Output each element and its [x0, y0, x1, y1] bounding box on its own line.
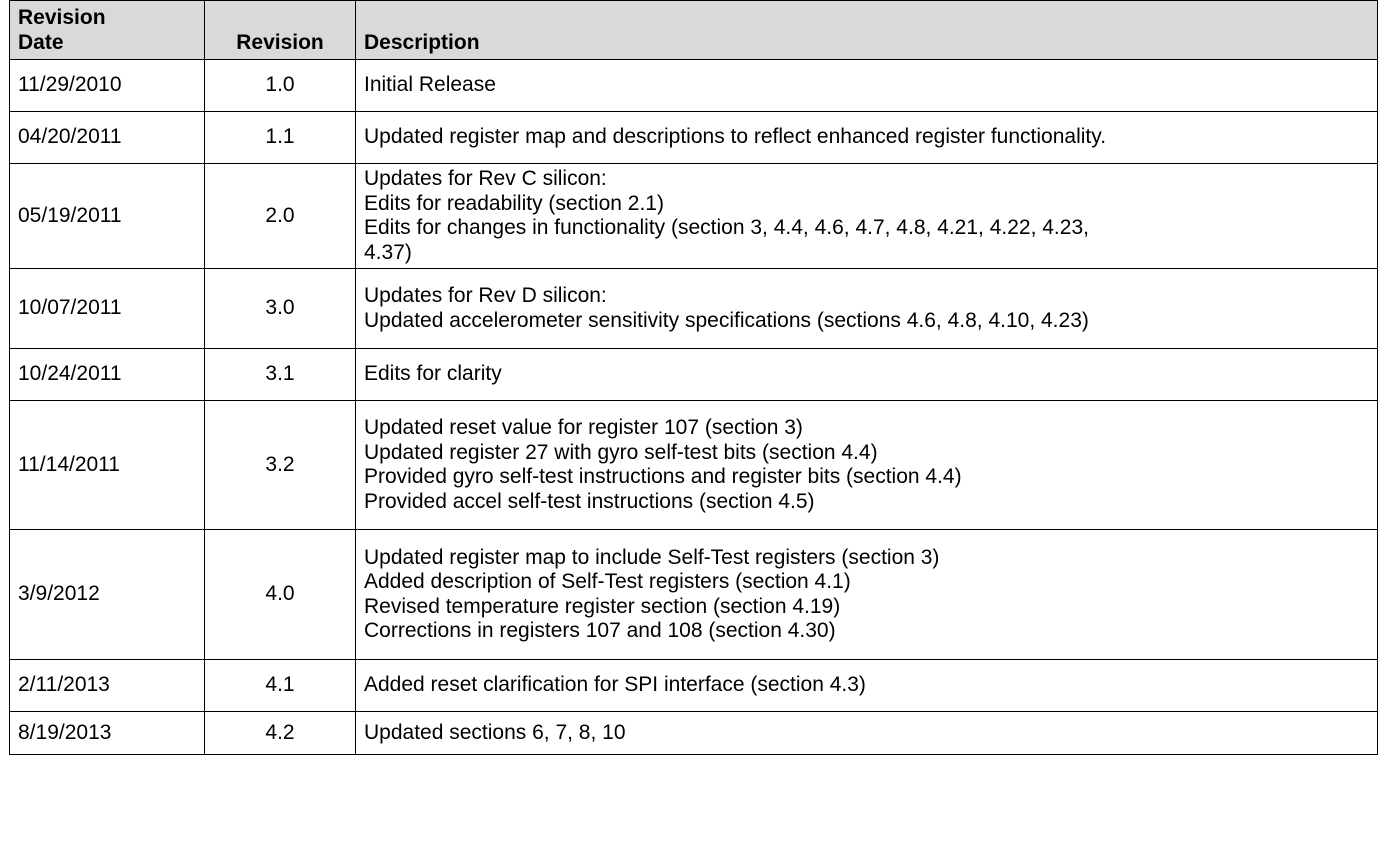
revision-date-cell: 04/20/2011 [10, 112, 205, 164]
revision-date-cell: 10/24/2011 [10, 349, 205, 401]
description-line: Initial Release [364, 73, 496, 97]
header-revision: Revision [205, 1, 356, 60]
revision-number-cell: 4.1 [205, 660, 356, 712]
description-line: Provided accel self-test instructions (section 4.5) [364, 489, 815, 513]
description-cell [356, 401, 1378, 530]
revision-date-cell: 8/19/2013 [10, 712, 205, 755]
revision-date-cell: 11/14/2011 [10, 401, 205, 530]
table-row [10, 530, 1378, 660]
table-row [10, 112, 1378, 164]
revision-date-cell: 3/9/2012 [10, 530, 205, 660]
description-cell [356, 112, 1378, 164]
revision-number-cell: 3.2 [205, 401, 356, 530]
description-line: Provided gyro self-test instructions and register bits (section 4.4) [364, 465, 962, 488]
description-cell [356, 660, 1378, 712]
table-row [10, 660, 1378, 712]
table-row [10, 401, 1378, 530]
table-row [10, 349, 1378, 401]
revision-number-cell: 1.0 [205, 60, 356, 112]
description-cell [356, 349, 1378, 401]
table-row [10, 269, 1378, 349]
description-cell [356, 60, 1378, 112]
description-line: 4.37) [364, 240, 412, 264]
description-line: Revised temperature register section (section 4.19) [364, 594, 841, 618]
description-line: Updates for Rev D silicon: [364, 284, 607, 307]
description-line: Updated accelerometer sensitivity specifications (sections 4.6, 4.8, 4.10, 4.23) [364, 308, 1089, 332]
description-line: Updated sections 6, 7, 8, 10 [364, 720, 626, 744]
description-cell [356, 712, 1378, 755]
header-date-line: Revision [18, 6, 106, 29]
description-line: Corrections in registers 107 and 108 (section 4.30) [364, 619, 836, 642]
revision-date-cell: 10/07/2011 [10, 269, 205, 349]
revision-number-cell: 4.2 [205, 712, 356, 755]
description-line: Edits for clarity [364, 362, 502, 386]
description-line: Updated register 27 with gyro self-test bits (section 4.4) [364, 440, 878, 464]
description-line: Added description of Self-Test registers (section 4.1) [364, 570, 851, 593]
description-line: Updates for Rev C silicon: [364, 167, 607, 190]
header-date-line: Date [18, 30, 64, 54]
revision-number-cell: 4.0 [205, 530, 356, 660]
table-row [10, 60, 1378, 112]
header-revision-date [10, 1, 205, 60]
description-line: Added reset clarification for SPI interface (section 4.3) [364, 673, 866, 697]
revision-number-cell: 3.1 [205, 349, 356, 401]
description-line: Updated register map and descriptions to reflect enhanced register functionality. [364, 125, 1107, 149]
table-row [10, 164, 1378, 269]
table-row [10, 712, 1378, 755]
description-cell [356, 269, 1378, 349]
revision-number-cell: 2.0 [205, 164, 356, 269]
description-cell [356, 530, 1378, 660]
header-description: Description [356, 1, 1378, 60]
revision-date-cell: 05/19/2011 [10, 164, 205, 269]
description-line: Updated register map to include Self-Test registers (section 3) [364, 545, 940, 569]
description-line: Edits for changes in functionality (section 3, 4.4, 4.6, 4.7, 4.8, 4.21, 4.22, 4.23, [364, 216, 1089, 239]
revision-date-cell: 11/29/2010 [10, 60, 205, 112]
description-line: Updated reset value for register 107 (section 3) [364, 416, 803, 439]
revision-history-table [9, 0, 1378, 755]
description-cell [356, 164, 1378, 269]
description-line: Edits for readability (section 2.1) [364, 191, 664, 215]
revision-number-cell: 3.0 [205, 269, 356, 349]
revision-number-cell: 1.1 [205, 112, 356, 164]
revision-date-cell: 2/11/2013 [10, 660, 205, 712]
header-row [10, 1, 1378, 60]
